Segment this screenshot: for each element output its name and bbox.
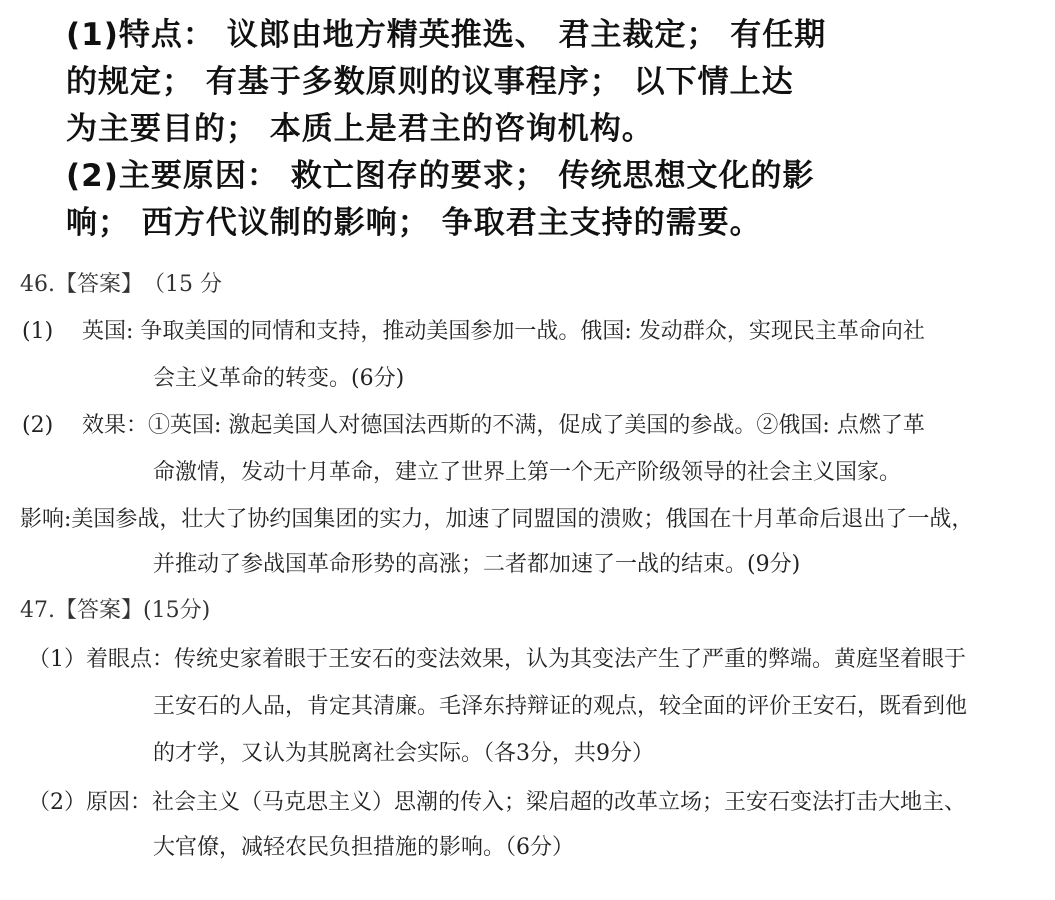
bold-line-4: (2)主要原因： 救亡图存的要求； 传统思想文化的影 [66,158,815,194]
q47-part1-line3: 的才学，又认为其脱离社会实际。（各3分，共9分） [153,741,654,766]
q46-impact-line1: 影响:美国参战，壮大了协约国集团的实力，加速了同盟国的溃败；俄国在十月革命后退出了一战， [20,507,974,532]
q47-part2-line1: （2）原因：社会主义（马克思主义）思潮的传入；梁启超的改革立场；王安石变法打击大地主、 [28,790,967,815]
q46-header [20,270,222,300]
q46-number: 46. [20,272,55,297]
q47-header [20,596,210,626]
bold-line-3: 为主要目的； 本质上是君主的咨询机构。 [66,111,654,147]
q46-part1-line1: 英国: 争取美国的同情和支持，推动美国参加一战。俄国: 发动群众，实现民主革命向社 [82,319,925,344]
q46-impact-line2: 并推动了参战国革命形势的高涨；二者都加速了一战的结束。(9分) [153,552,801,577]
q47-answer-badge: 【答案】 [55,598,144,623]
q46-score: （15 分 [143,272,223,297]
q46-part2-line1: 效果：①英国: 激起美国人对德国法西斯的不满，促成了美国的参战。②俄国: 点燃了革 [82,413,925,438]
q47-part1-line2: 王安石的人品，肯定其清廉。毛泽东持辩证的观点，较全面的评价王安石，既看到他 [153,694,968,719]
q46-part2-line2: 命激情，发动十月革命，建立了世界上第一个无产阶级领导的社会主义国家。 [153,460,902,485]
q46-part1-line2: 会主义革命的转变。(6分) [153,366,405,391]
bold-line-1: (1)特点： 议郎由地方精英推选、 君主裁定； 有任期 [66,17,827,53]
q47-part1-line1: （1）着眼点：传统史家着眼于王安石的变法效果，认为其变法产生了严重的弊端。黄庭坚着眼于 [28,647,967,672]
q46-part1-label: (1) [22,319,54,344]
q46-answer-badge: 【答案】 [55,272,144,297]
bold-line-2: 的规定； 有基于多数原则的议事程序； 以下情上达 [66,64,794,100]
q46-part2-label: (2) [22,413,54,438]
q47-part2-line2: 大官僚，减轻农民负担措施的影响。（6分） [153,835,574,860]
q47-number: 47. [20,598,55,623]
bold-answer-block [66,12,1006,247]
bold-line-5: 响； 西方代议制的影响； 争取君主支持的需要。 [66,205,762,241]
q47-score: (15分) [143,598,211,623]
